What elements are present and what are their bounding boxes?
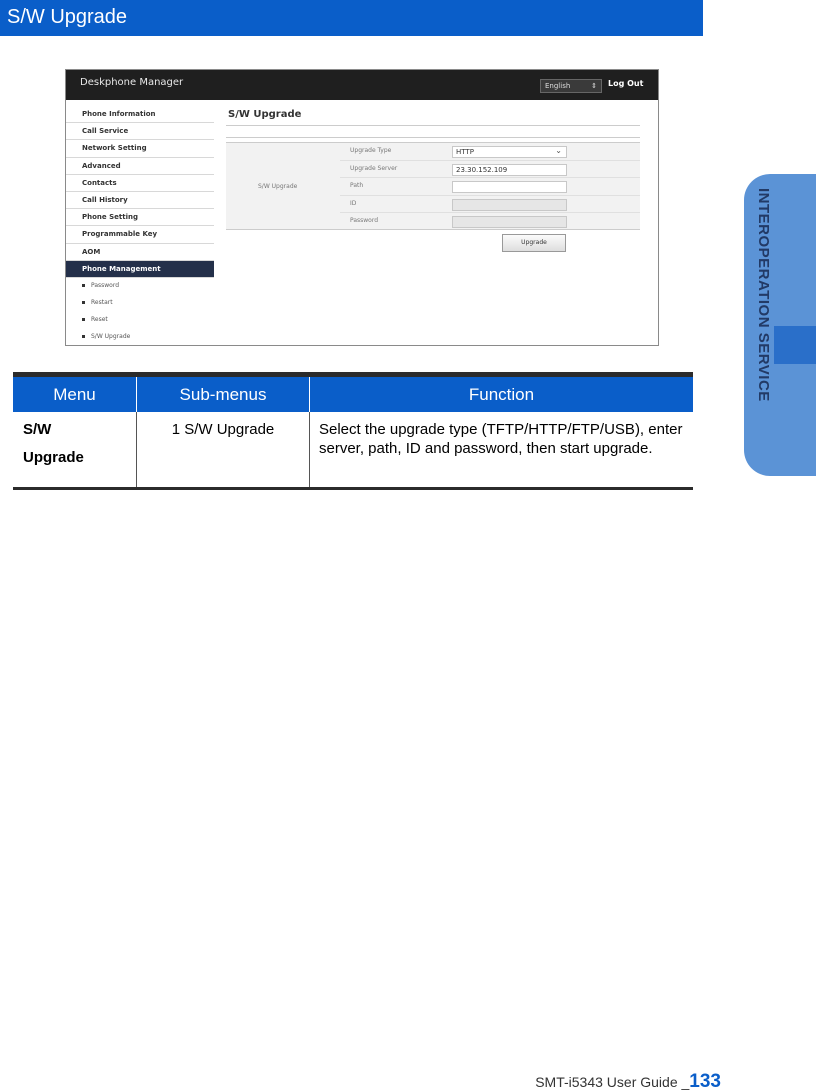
field-value: HTTP (456, 148, 474, 156)
subnav-sw-upgrade[interactable] (66, 329, 214, 346)
page-number: 133 (689, 1071, 721, 1092)
menu-line-1: S/W (23, 421, 52, 438)
subnav-label: Password (91, 281, 120, 289)
guide-name: SMT-i5343 User Guide _ (535, 1074, 690, 1090)
subnav-restart[interactable] (66, 295, 214, 312)
bullet-icon (82, 284, 85, 287)
chapter-side-tab (744, 174, 816, 476)
screenshot-top-bar (66, 70, 658, 100)
page-footer (535, 1071, 721, 1092)
chevron-down-icon: ⌄ (555, 146, 562, 155)
form-row-upgrade-server (340, 161, 640, 179)
page-title: S/W Upgrade (228, 109, 302, 120)
section-title: S/W Upgrade (0, 0, 703, 36)
form-row-path (340, 178, 640, 196)
field-label: Upgrade Server (350, 164, 398, 172)
divider (226, 125, 640, 126)
cell-submenu: 1 S/W Upgrade (136, 412, 309, 487)
field-label: ID (350, 199, 357, 207)
nav-aom[interactable]: AOM (66, 244, 214, 261)
header-menu: Menu (53, 385, 96, 404)
subnav-password[interactable] (66, 278, 214, 295)
screenshot-sidebar (66, 100, 214, 346)
nav-phone-setting[interactable]: Phone Setting (66, 209, 214, 226)
nav-contacts[interactable]: Contacts (66, 175, 214, 192)
id-input[interactable] (452, 199, 567, 211)
screenshot-main (226, 100, 646, 340)
nav-programmable-key[interactable]: Programmable Key (66, 226, 214, 243)
cell-menu (13, 412, 136, 487)
form-row-upgrade-type (340, 143, 640, 161)
side-tab-label: INTEROPERATION SERVICE (755, 188, 772, 402)
menu-line-2: Upgrade (23, 449, 84, 466)
upgrade-form (226, 142, 640, 230)
upgrade-button[interactable]: Upgrade (502, 234, 566, 252)
nav-call-history[interactable]: Call History (66, 192, 214, 209)
bullet-icon (82, 318, 85, 321)
nav-phone-management[interactable]: Phone Management (66, 261, 214, 278)
field-label: Upgrade Type (350, 147, 392, 154)
nav-advanced[interactable]: Advanced (66, 158, 214, 175)
web-ui-screenshot (65, 69, 659, 346)
cell-function: Select the upgrade type (TFTP/HTTP/FTP/USB), enter server, path, ID and password, then start upgrade. (309, 412, 693, 487)
subnav-reset[interactable] (66, 312, 214, 329)
upgrade-type-select[interactable] (452, 146, 567, 158)
table-bottom-rule (13, 487, 693, 490)
upgrade-server-input[interactable]: 23.30.152.109 (452, 164, 567, 176)
nav-call-service[interactable]: Call Service (66, 123, 214, 140)
password-input[interactable] (452, 216, 567, 228)
language-select[interactable] (540, 79, 602, 93)
subnav-label: S/W Upgrade (91, 333, 131, 341)
app-name: Deskphone Manager (80, 77, 184, 88)
form-row-id (340, 196, 640, 214)
path-input[interactable] (452, 181, 567, 193)
form-row-password (340, 213, 640, 231)
group-label: S/W Upgrade (258, 183, 298, 190)
nav-phone-information[interactable]: Phone Information (66, 106, 214, 123)
bullet-icon (82, 335, 85, 338)
field-label: Path (350, 182, 364, 189)
subnav-label: Reset (91, 316, 108, 324)
side-tab-highlight (774, 326, 816, 364)
table-header-row (13, 377, 693, 412)
header-sub-menus: Sub-menus (136, 377, 309, 412)
nav-network-setting[interactable]: Network Setting (66, 140, 214, 157)
bullet-icon (82, 301, 85, 304)
logout-link[interactable]: Log Out (608, 79, 644, 88)
language-value: English (545, 82, 571, 90)
divider (226, 137, 640, 138)
select-arrows-icon: ⇕ (591, 82, 597, 90)
header-function: Function (309, 377, 693, 412)
table-row (13, 412, 693, 487)
field-label: Password (350, 217, 379, 224)
subnav-label: Restart (91, 299, 113, 307)
